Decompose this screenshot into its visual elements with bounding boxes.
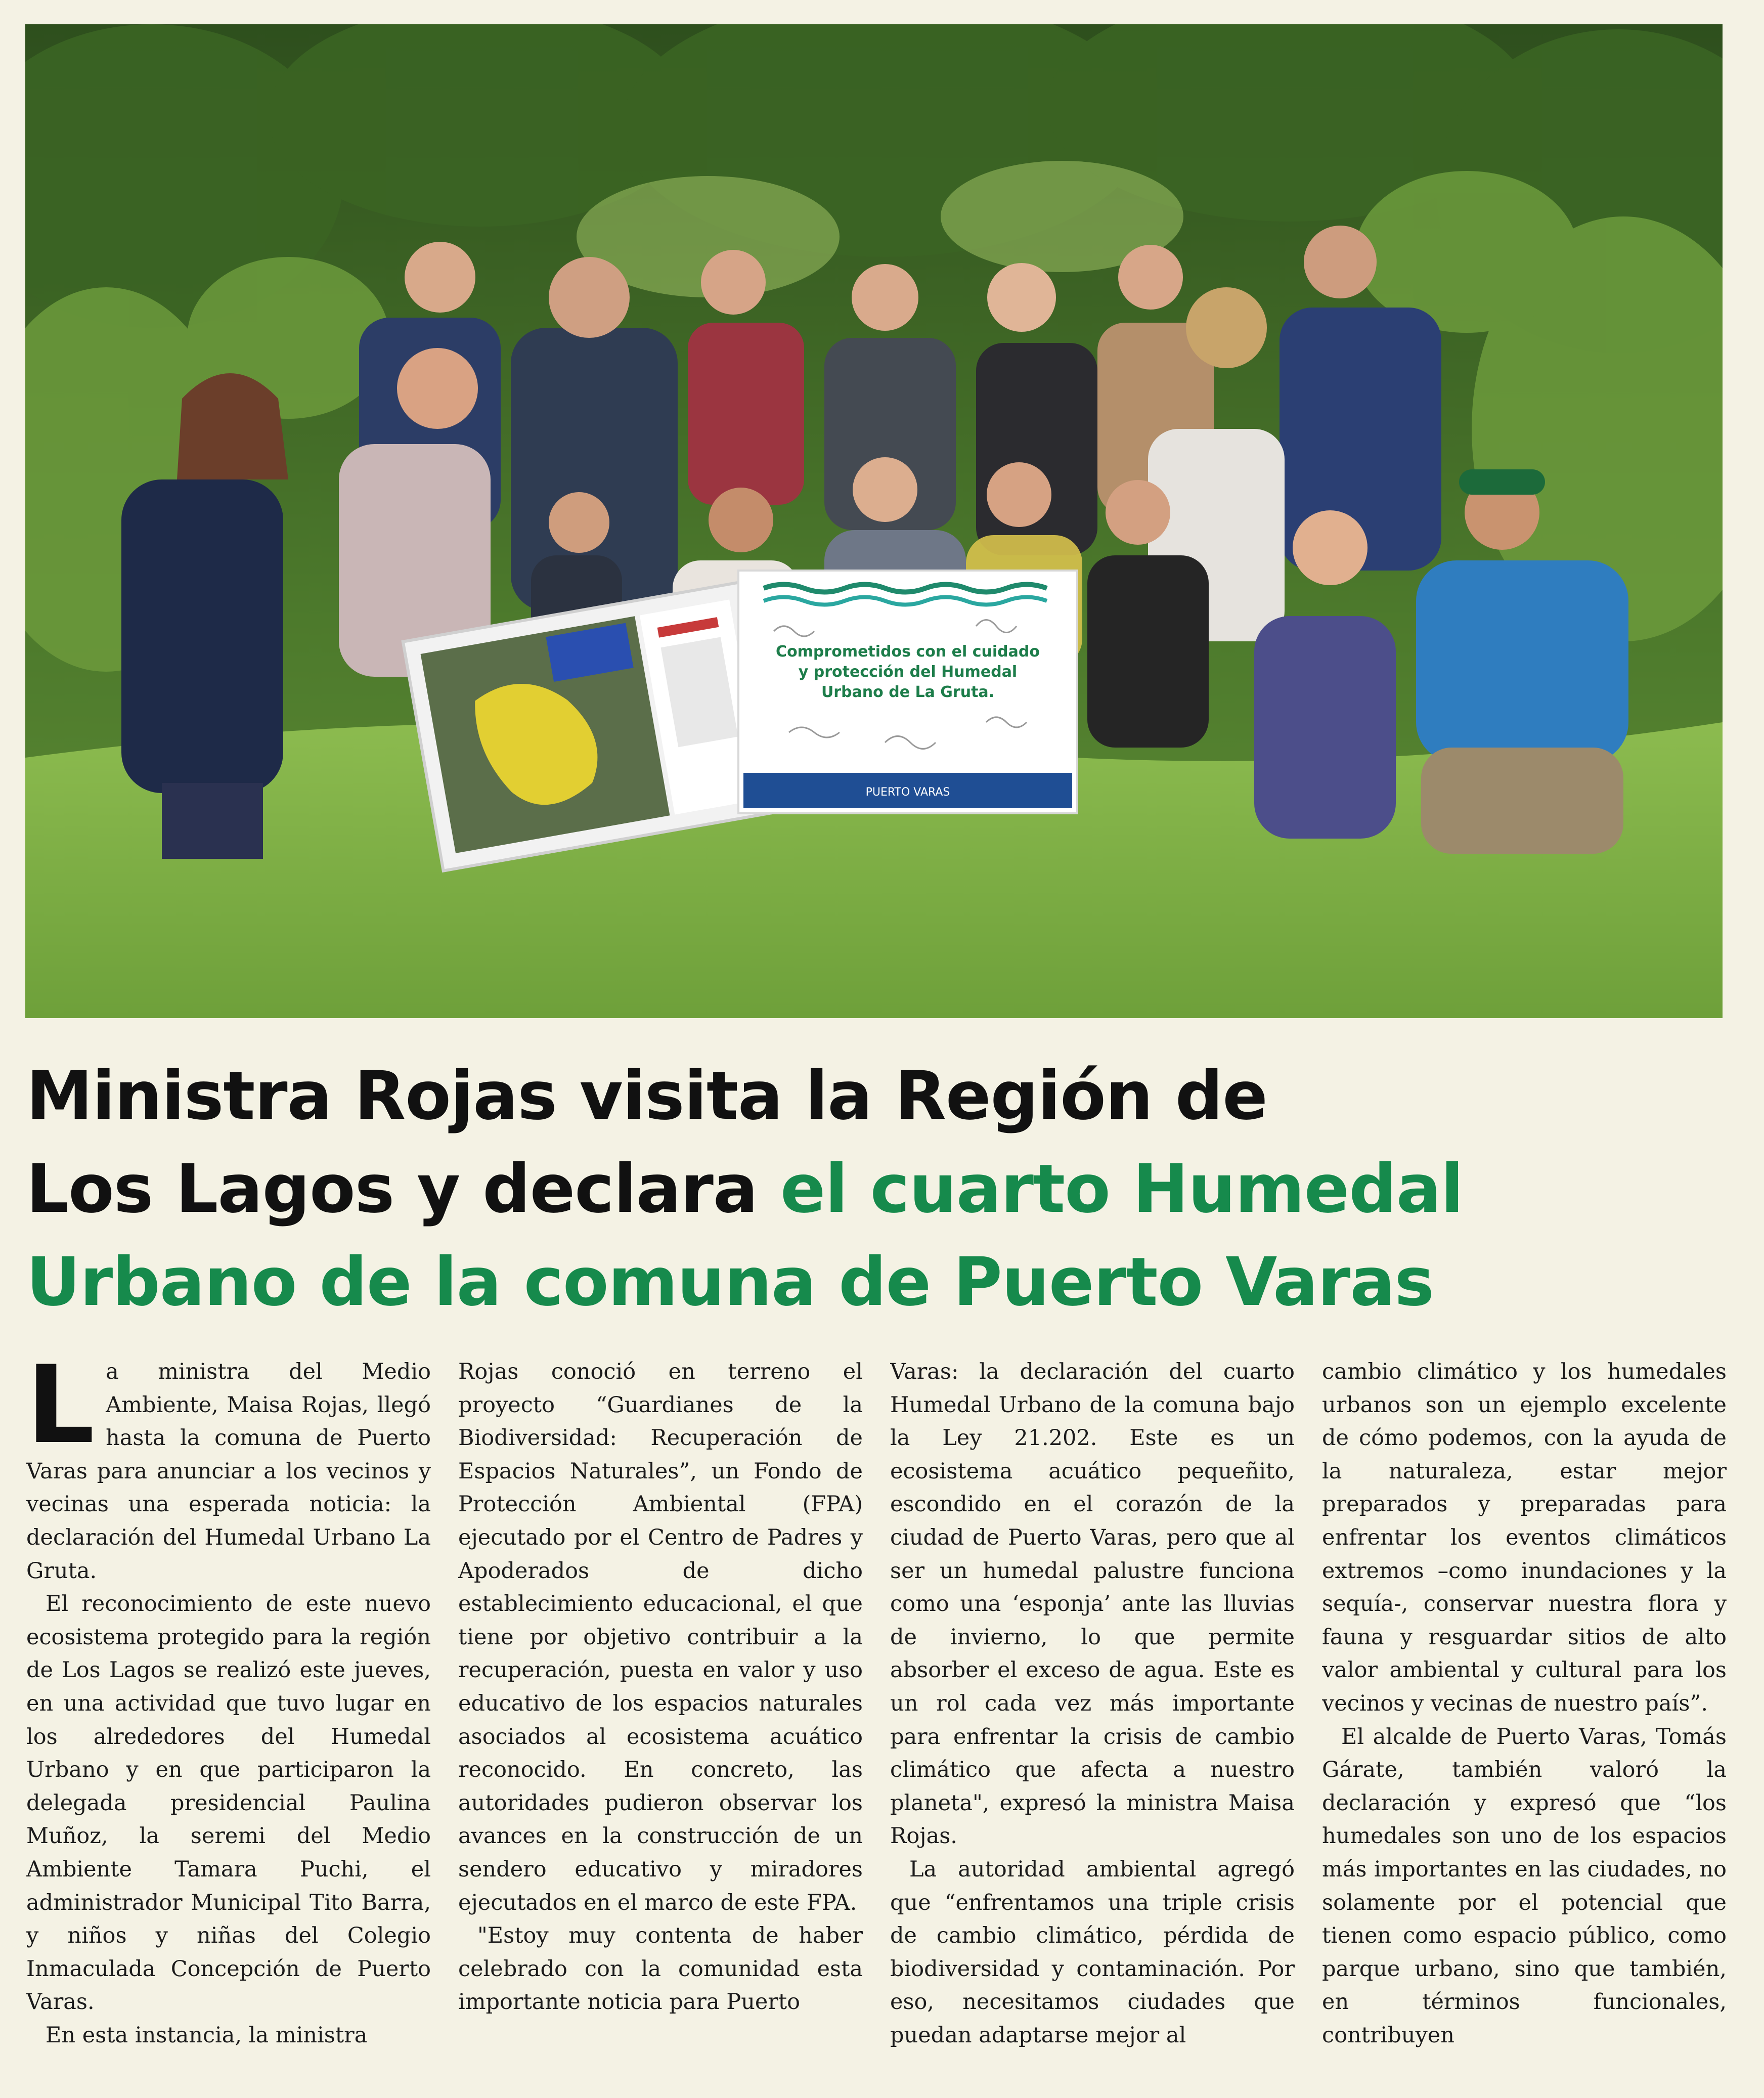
- group-photo: [25, 24, 1723, 1018]
- headline-line-1: Ministra Rojas visita la Región de: [26, 1057, 1267, 1135]
- banner-footer: PUERTO VARAS: [865, 786, 950, 799]
- headline-green-part: el cuarto Humedal: [780, 1150, 1464, 1228]
- article-paragraph-6: El alcalde de Puerto Varas, Tomás Gárate, también valoró la declaración y expresó que “los humedales son uno de los espacios más importantes en las ciudades, no solamente por el potencial que tienen como espacio público, como parque urbano, sino que también, en términos funcionales, contribuyen: [1322, 1724, 1727, 2048]
- article-column-1: [26, 1356, 431, 2074]
- article-paragraph-1: [26, 1356, 431, 1588]
- article-headline: [26, 1050, 1736, 1329]
- banner-text-line2: y protección del Humedal: [798, 663, 1018, 681]
- article-column-2: [458, 1356, 863, 2074]
- photo-illustration: [25, 24, 1723, 1018]
- article-paragraph-3-cont: Rojas conoció en terreno el proyecto “Guardianes de la Biodiversidad: Recuperación de Espacios Naturales”, un Fondo de Protección Ambiental (FPA) ejecutado por el Centro de Padres y Apoderados de dicho establecimiento educacional, el que tiene por objetivo contribuir a la recuperación, puesta en valor y uso educativo de los espacios naturales asociados al ecosistema acuático reconocido. En concreto, las autoridades pudieron observar los avances en la construcción de un sendero educativo y miradores ejecutados en el marco de este FPA.: [458, 1359, 863, 1915]
- article-paragraph-2: El reconocimiento de este nuevo ecosistema protegido para la región de Los Lagos se realizó este jueves, en una actividad que tuvo lugar en los alrededores del Humedal Urbano y en que participaron la delegada presidencial Paulina Muñoz, la seremi del Medio Ambiente Tamara Puchi, el administrador Municipal Tito Barra, y niños y niñas del Colegio Inmaculada Concepción de Puerto Varas.: [26, 1591, 431, 2015]
- banner-text-line3: Urbano de La Gruta.: [821, 683, 995, 701]
- article-paragraph-4-cont: Varas: la declaración del cuarto Humedal Urbano de la comuna bajo la Ley 21.202. Este es un ecosistema acuático pequeñito, escondido en el corazón de la ciudad de Puerto Varas, pero que al ser un humedal palustre funciona como una ‘esponja’ ante las lluvias de invierno, lo que permite absorber el exceso de agua. Este es un rol cada vez más importante para enfrentar la crisis de cambio climático que afecta a nuestro planeta", expresó la ministra Maisa Rojas.: [890, 1359, 1295, 1849]
- headline-line-2: [26, 1143, 1736, 1236]
- headline-dark-part: Los Lagos y declara: [26, 1150, 780, 1228]
- article-column-4: [1322, 1356, 1727, 2074]
- article-paragraph-5-start: La autoridad ambiental agregó que “enfrentamos una triple crisis de cambio climático, pérdida de biodiversidad y contaminación. Por eso, necesitamos ciudades que puedan adaptarse mejor al: [890, 1856, 1295, 2048]
- headline-line-3: Urbano de la comuna de Puerto Varas: [26, 1243, 1434, 1321]
- drop-cap: L: [26, 1356, 95, 1467]
- article-paragraph-3-start: En esta instancia, la ministra: [46, 2022, 368, 2048]
- banner-text-line1: Comprometidos con el cuidado: [776, 643, 1040, 661]
- paragraph-1-text: a ministra del Medio Ambiente, Maisa Rojas, llegó hasta la comuna de Puerto Varas para anunciar a los vecinos y vecinas una esperada noticia: la declaración del Humedal Urbano La Gruta.: [26, 1359, 431, 1584]
- article-column-3: [890, 1356, 1295, 2074]
- article-paragraph-4-start: "Estoy muy contenta de haber celebrado con la comunidad esta importante noticia para Puerto: [458, 1923, 863, 2015]
- article-paragraph-5-cont: cambio climático y los humedales urbanos son un ejemplo excelente de cómo podemos, con la ayuda de la naturaleza, estar mejor preparados y preparadas para enfrentar los eventos climáticos extremos –como inundaciones y la sequía-, conservar nuestra flora y fauna y resguardar sitios de alto valor ambiental y cultural para los vecinos y vecinas de nuestro país”.: [1322, 1359, 1727, 1716]
